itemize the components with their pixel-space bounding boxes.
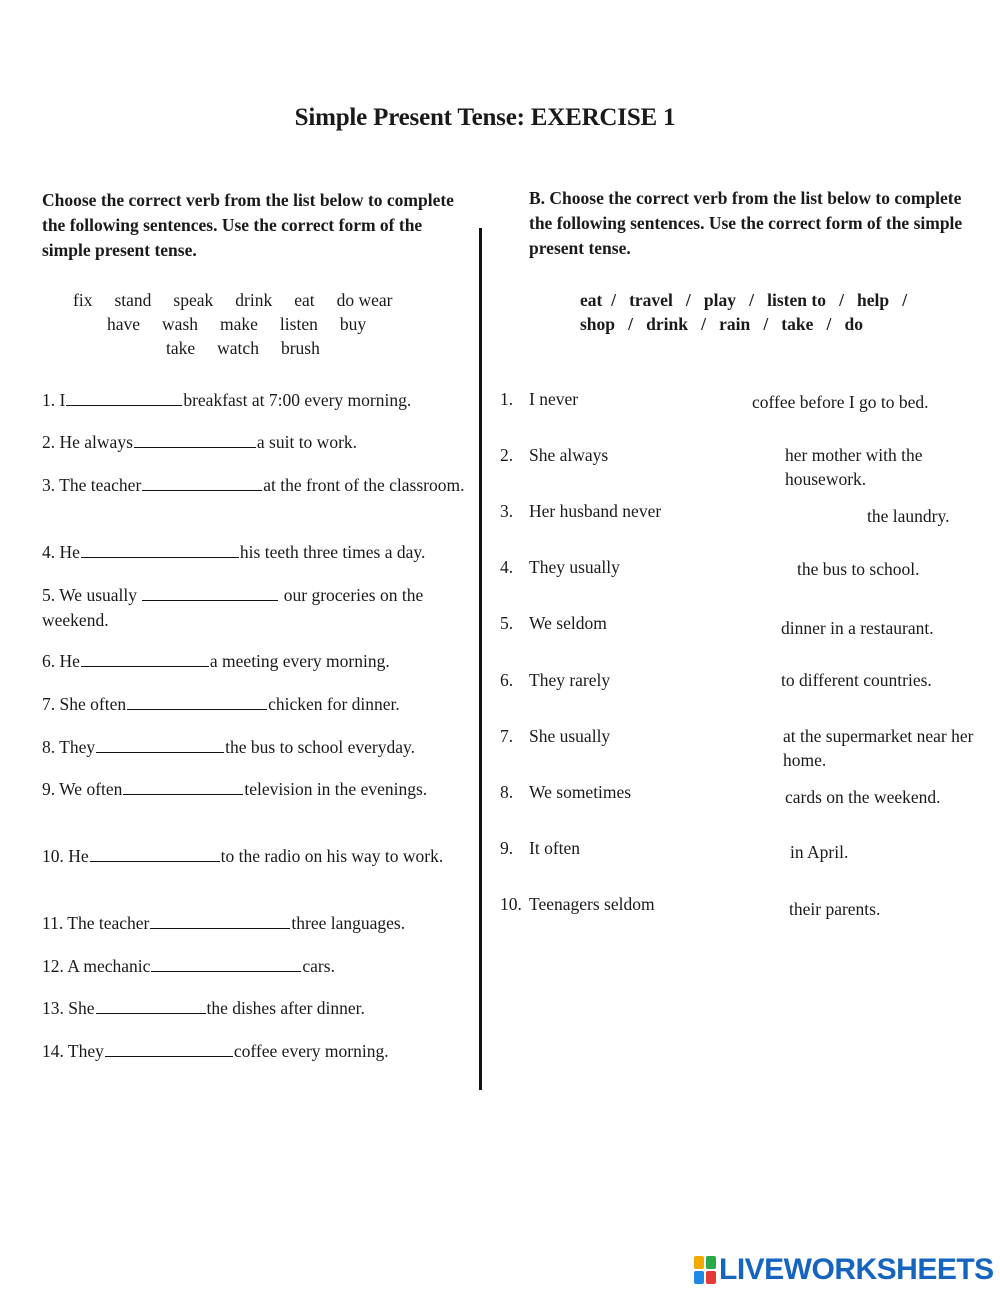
- answer-blank[interactable]: [151, 954, 301, 972]
- question-b-stem: I never: [529, 389, 579, 409]
- answer-blank[interactable]: [127, 692, 267, 710]
- answer-blank[interactable]: [150, 911, 290, 929]
- question-text: 13. She: [42, 998, 95, 1018]
- question-text: the bus to school everyday.: [225, 737, 416, 757]
- question-b-stem: She usually: [529, 726, 611, 746]
- question-text: the dishes after dinner.: [206, 998, 365, 1018]
- question-text: 11. The teacher: [42, 913, 150, 933]
- section-b-instructions: B. Choose the correct verb from the list below to complete the following sentences. Use the correct form of the simple present tense.: [529, 188, 963, 258]
- question-b-number: 9.: [500, 838, 514, 858]
- word-bank-word: wash: [162, 314, 199, 334]
- word-bank-word: have: [107, 314, 141, 334]
- question-text: 2. He always: [42, 432, 133, 452]
- question-text: television in the evenings.: [244, 779, 428, 799]
- question-b-number: 7.: [500, 726, 514, 746]
- question-b-stem: Her husband never: [529, 501, 662, 521]
- question-b-ending: at the supermarket near her home.: [783, 726, 974, 770]
- question-a-12: [42, 954, 467, 979]
- question-a-2: [42, 430, 467, 455]
- question-text: 4. He: [42, 542, 80, 562]
- question-a-11: [42, 911, 467, 936]
- question-b-number: 2.: [500, 445, 514, 465]
- question-b-stem: We seldom: [529, 613, 607, 633]
- word-bank-b-line-1: eat / travel / play / listen to / help /: [580, 290, 908, 310]
- question-b-ending: coffee before I go to bed.: [752, 392, 929, 412]
- question-a-10: [42, 844, 467, 869]
- question-text: at the front of the classroom.: [263, 475, 465, 495]
- question-text: 12. A mechanic: [42, 956, 151, 976]
- question-text: 8. They: [42, 737, 96, 757]
- question-b-number: 4.: [500, 557, 514, 577]
- question-text: 7. She often: [42, 694, 127, 714]
- question-a-9: [42, 777, 467, 802]
- question-b-stem: We sometimes: [529, 782, 632, 802]
- question-b-stem: Teenagers seldom: [529, 894, 655, 914]
- word-bank-a-line-1: [73, 290, 415, 311]
- question-text: a suit to work.: [256, 432, 358, 452]
- answer-blank[interactable]: [96, 735, 224, 753]
- answer-blank[interactable]: [105, 1039, 233, 1057]
- answer-blank[interactable]: [81, 649, 209, 667]
- question-b-ending: the laundry.: [867, 506, 950, 526]
- answer-blank[interactable]: [81, 540, 239, 558]
- question-text: to the radio on his way to work.: [220, 846, 444, 866]
- question-a-3: [42, 473, 467, 498]
- section-a-instructions: Choose the correct verb from the list below to complete the following sentences. Use the correct form of the simple present tense.: [42, 190, 454, 260]
- question-a-8: [42, 735, 467, 760]
- question-b-stem: They usually: [529, 557, 620, 577]
- word-bank-word: brush: [280, 338, 320, 358]
- word-bank-word: stand: [114, 290, 152, 310]
- question-text: cars.: [302, 956, 335, 976]
- word-bank-a-line-2: [107, 314, 388, 335]
- question-text: 1. I: [42, 390, 66, 410]
- answer-blank[interactable]: [96, 996, 206, 1014]
- answer-blank[interactable]: [66, 388, 182, 406]
- answer-blank[interactable]: [134, 430, 256, 448]
- answer-blank[interactable]: [123, 777, 243, 795]
- question-b-ending: in April.: [790, 842, 849, 862]
- question-text: 5. We usually: [42, 585, 142, 605]
- question-text: our groceries on the weekend.: [42, 585, 424, 630]
- question-a-1: [42, 388, 467, 413]
- word-bank-word: watch: [217, 338, 259, 358]
- question-b-ending: to different countries.: [781, 670, 932, 690]
- word-bank-word: buy: [339, 314, 367, 334]
- word-bank-b-line-2: shop / drink / rain / take / do: [580, 314, 863, 334]
- question-text: 9. We often: [42, 779, 123, 799]
- word-bank-word: do wear: [336, 290, 393, 310]
- question-b-stem: They rarely: [529, 670, 611, 690]
- logo-text: LIVEWORKSHEETS: [719, 1253, 994, 1286]
- question-b-ending: cards on the weekend.: [785, 787, 941, 807]
- answer-blank[interactable]: [142, 473, 262, 491]
- question-text: breakfast at 7:00 every morning.: [183, 390, 412, 410]
- question-b-number: 10.: [500, 894, 522, 914]
- question-text: 14. They: [42, 1041, 104, 1061]
- question-text: coffee every morning.: [233, 1041, 389, 1061]
- question-text: his teeth three times a day.: [239, 542, 426, 562]
- word-bank-word: speak: [173, 290, 214, 310]
- question-b-ending: her mother with the housework.: [785, 445, 923, 489]
- question-text: chicken for dinner.: [268, 694, 400, 714]
- question-b-ending: the bus to school.: [797, 559, 920, 579]
- question-b-number: 6.: [500, 670, 514, 690]
- word-bank-word: make: [220, 314, 258, 334]
- logo-blocks-icon: [694, 1256, 716, 1284]
- question-b-ending: dinner in a restaurant.: [781, 618, 934, 638]
- question-b-number: 3.: [500, 501, 514, 521]
- word-bank-word: take: [166, 338, 196, 358]
- question-a-4: [42, 540, 467, 565]
- page-title: Simple Present Tense: EXERCISE 1: [294, 104, 676, 131]
- question-text: 6. He: [42, 651, 80, 671]
- question-text: a meeting every morning.: [209, 651, 390, 671]
- word-bank-word: listen: [279, 314, 318, 334]
- question-b-number: 8.: [500, 782, 514, 802]
- question-b-stem: She always: [529, 445, 609, 465]
- question-a-13: [42, 996, 467, 1021]
- word-bank-word: drink: [235, 290, 273, 310]
- answer-blank[interactable]: [90, 844, 220, 862]
- question-a-7: [42, 692, 467, 717]
- question-b-ending: their parents.: [789, 899, 881, 919]
- word-bank-a-line-3: [166, 338, 342, 359]
- question-b-number: 5.: [500, 613, 514, 633]
- question-text: 10. He: [42, 846, 89, 866]
- column-divider: [479, 228, 482, 1090]
- question-a-6: [42, 649, 467, 674]
- answer-blank[interactable]: [142, 583, 278, 601]
- question-b-stem: It often: [529, 838, 581, 858]
- question-text: three languages.: [291, 913, 406, 933]
- question-b-number: 1.: [500, 389, 514, 409]
- word-bank-word: fix: [73, 290, 93, 310]
- question-a-5: [42, 583, 462, 633]
- word-bank-word: eat: [294, 290, 315, 310]
- question-text: 3. The teacher: [42, 475, 142, 495]
- liveworksheets-logo: [694, 1252, 994, 1288]
- question-a-14: [42, 1039, 467, 1064]
